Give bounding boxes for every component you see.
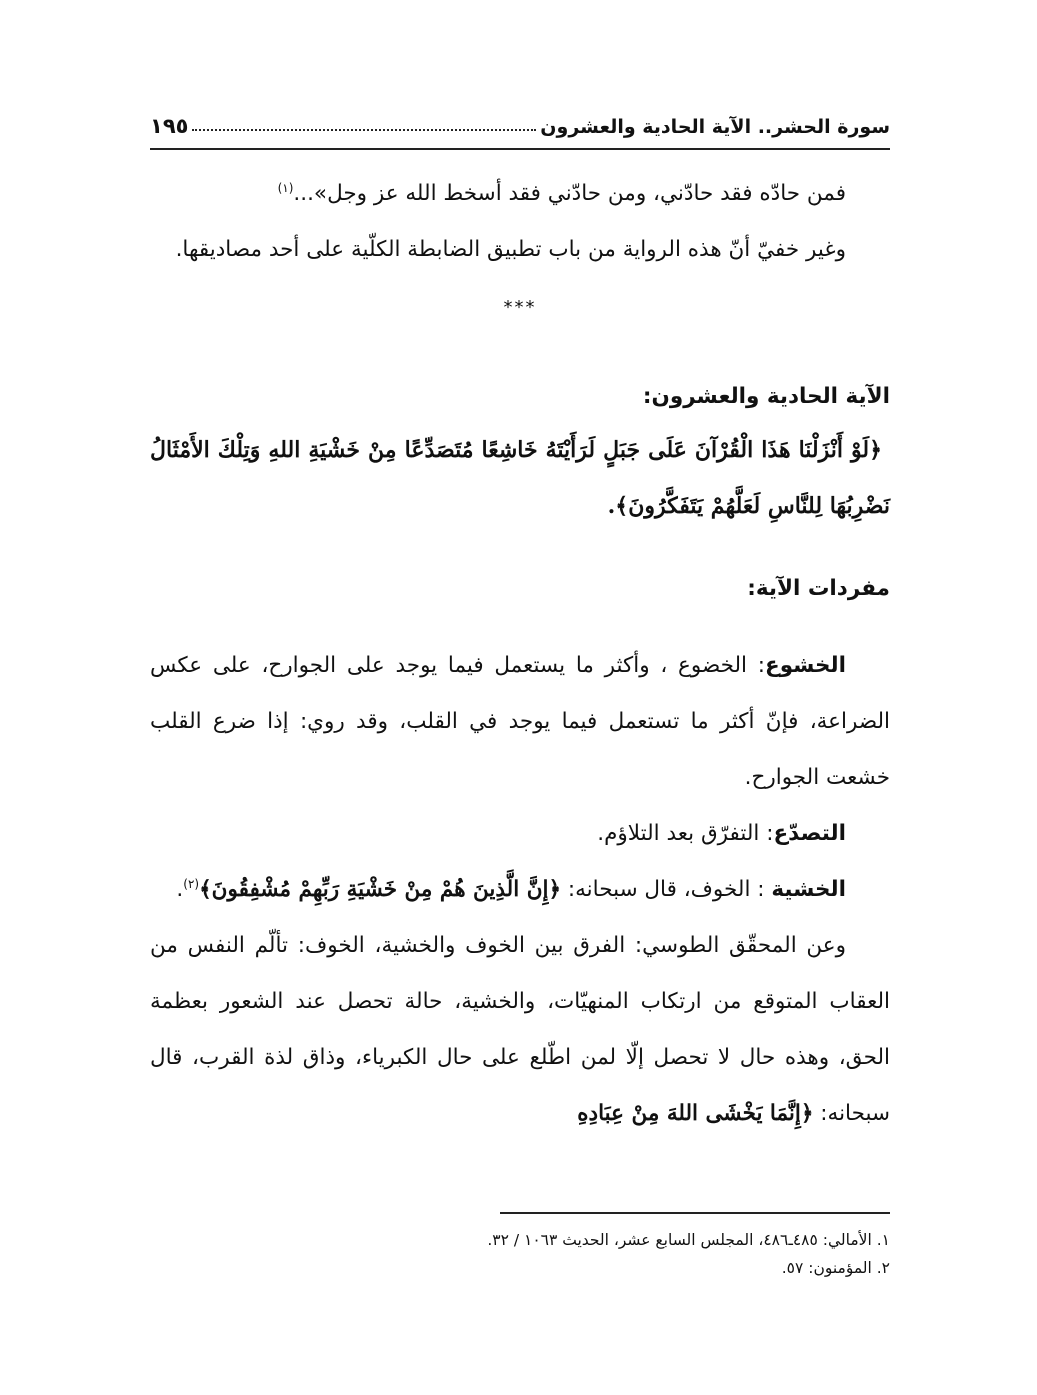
tusi-paragraph	[150, 918, 890, 1142]
quote-ending-paragraph	[150, 166, 890, 222]
footnotes	[150, 1226, 890, 1282]
vocab-term: التصدّع	[773, 821, 846, 846]
header-title: سورة الحشر.. الآية الحادية والعشرون	[540, 116, 890, 138]
footnote-1: ١. الأمالي: ٤٨٥ـ٤٨٦، المجلس السابع عشر، الحديث ١٠٦٣ / ٣٢.	[487, 1231, 890, 1249]
vocab-definition: : التفرّق بعد التلاؤم.	[597, 821, 774, 846]
vocab-entry-khushu	[150, 638, 890, 806]
quran-quote: ﴿إِنَّ الَّذِينَ هُمْ مِنْ خَشْيَةِ رَبِّهِمْ مُشْفِقُونَ﴾	[199, 877, 562, 902]
quran-quote: ﴿إِنَّمَا يَخْشَى اللهَ مِنْ عِبَادِهِ	[577, 1101, 814, 1126]
vocab-entry-khashya	[150, 862, 890, 918]
footnote-rule	[500, 1212, 890, 1214]
footnote-2: ٢. المؤمنون: ٥٧.	[781, 1259, 890, 1277]
remark-paragraph: وغير خفيّ أنّ هذه الرواية من باب تطبيق الضابطة الكلّية على أحد مصاديقها.	[175, 237, 846, 262]
vocab-term: الخشية	[771, 877, 846, 902]
spacer	[150, 338, 890, 372]
page-number: ١٩٥	[150, 114, 189, 138]
vocab-definition: : الخوف، قال سبحانه:	[561, 877, 772, 902]
quote-end-text: فمن حادّه فقد حادّني، ومن حادّني فقد أسخط الله عز وجل»...	[293, 181, 846, 206]
footnote-ref-2: (٢)	[183, 876, 200, 891]
vocab-entry-tasadduc	[150, 806, 890, 862]
tusi-text: وعن المحقّق الطوسي: الفرق بين الخوف والخشية، الخوف: تألّم النفس من العقاب المتوقع من ارتكاب المنهيّات، والخشية، حالة تحصل عند الشعور بعظمة الحق، وهذه حال لا تحصل إلّا لمن اطّلع على حال الكبرياء، وذاق لذة القرب، قال سبحانه:	[150, 933, 890, 1126]
section-separator: ***	[503, 297, 537, 318]
vocab-term: الخشوع	[765, 653, 846, 678]
spacer	[150, 534, 890, 564]
footnote-ref-1: (١)	[277, 180, 294, 195]
vocab-definition: : الخضوع ، وأكثر ما يستعمل فيما يوجد على الجوارح، على عكس الضراعة، فإنّ أكثر ما تستعمل فيما يوجد في القلب، وقد روي: إذا ضرع القلب خشعت الجوارح.	[150, 653, 890, 790]
vocab-heading: مفردات الآية:	[747, 576, 890, 601]
header-rule	[150, 148, 890, 150]
spacer	[150, 614, 890, 638]
running-header	[150, 104, 890, 138]
verse-heading: الآية الحادية والعشرون:	[642, 384, 890, 409]
header-leader-dots	[192, 129, 536, 131]
page-body	[150, 166, 890, 1142]
verse-text: ﴿لَوْ أَنْزَلْنَا هَذَا الْقُرْآنَ عَلَى جَبَلٍ لَرَأَيْتَهُ خَاشِعًا مُتَصَدِّعًا مِنْ خَشْيَةِ اللهِ وَتِلْكَ الأَمْثَالُ نَضْرِبُهَا لِلنَّاسِ لَعَلَّهُمْ يَتَفَكَّرُونَ﴾.	[150, 437, 890, 519]
sentence-end: .	[176, 877, 184, 902]
